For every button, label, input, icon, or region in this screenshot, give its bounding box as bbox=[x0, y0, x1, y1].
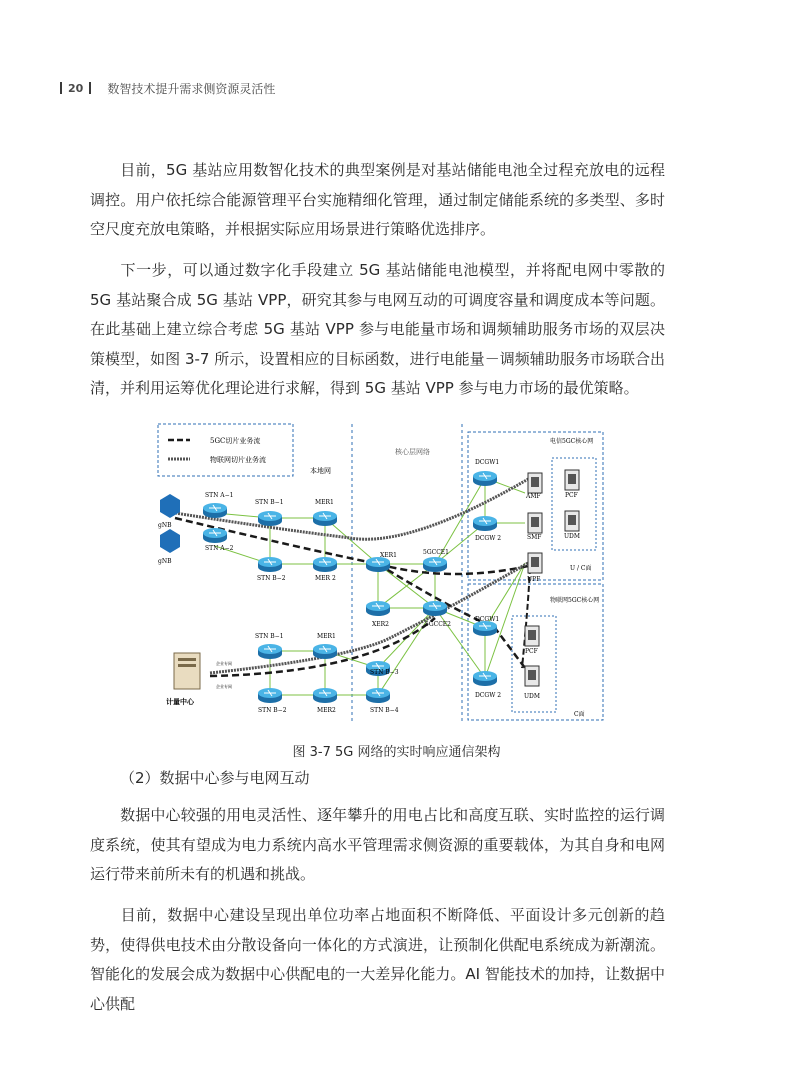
body-paragraph: 下一步，可以通过数字化手段建立 5G 基站储能电池模型，并将配电网中零散的 5G 基站聚合成 5G 基站 VPP，研究其参与电网互动的可调度容量和调度成本等问题。在此基础上建立综合考虑 5G 基站 VPP 参与电能量市场和调频辅助服务市场的双层决策模型，如图 3-7 所示，设置相应的目标函数，进行电能量－调频辅助服务市场联合出清，并利用运筹优化理论进行求解，得到 5G 基站 VPP 参与电力市场的最优策略。 bbox=[90, 261, 665, 397]
server-label: UDM bbox=[524, 693, 541, 700]
metering-center-label: 计量中心 bbox=[166, 697, 194, 706]
router-label: DCGW 2 bbox=[475, 692, 502, 699]
core-layer-label: 核心层网络 bbox=[395, 448, 430, 456]
router-icon bbox=[203, 528, 227, 543]
router-icon bbox=[313, 511, 337, 526]
router-label: MER1 bbox=[317, 633, 336, 640]
legend-5gc-label: 5GC切片业务流 bbox=[210, 437, 261, 445]
router-icon bbox=[258, 511, 282, 526]
router-label: STN A−2 bbox=[205, 545, 234, 552]
page-number: 20 bbox=[68, 81, 84, 95]
router-label: 5GCCE1 bbox=[423, 549, 449, 556]
router-label: MER2 bbox=[317, 707, 336, 714]
router-icon bbox=[313, 557, 337, 572]
server-icon bbox=[528, 513, 542, 533]
gnb-icon bbox=[160, 529, 180, 553]
gnb-icon bbox=[160, 494, 180, 518]
router-label: STN B−1 bbox=[255, 633, 284, 640]
router-label: STN B−1 bbox=[255, 499, 284, 506]
router-label: MER 2 bbox=[315, 575, 336, 582]
server-icon bbox=[565, 470, 579, 490]
body-paragraph: 目前，5G 基站应用数智化技术的典型案例是对基站储能电池全过程充放电的远程调控。用户依托综合能源管理平台实施精细化管理，通过制定储能系统的多类型、多时空尺度充放电策略，并根据实际应用场景进行策略优选排序。 bbox=[90, 161, 665, 238]
router-icon bbox=[258, 688, 282, 703]
gnb-label: gNB bbox=[158, 522, 172, 529]
router-label: STN B−2 bbox=[258, 707, 287, 714]
network-architecture-figure bbox=[150, 418, 620, 728]
metering-center-icon bbox=[174, 653, 200, 689]
router-label: DCGW 2 bbox=[475, 535, 502, 542]
telecom-core-label: 电信5GC核心网 bbox=[550, 438, 594, 445]
router-label: XER1 bbox=[380, 552, 397, 559]
router-icon bbox=[366, 688, 390, 703]
iot-core-label: 物联网5GC核心网 bbox=[550, 597, 600, 604]
router-label: 5GCCE2 bbox=[425, 621, 451, 628]
local-network-label: 本地网 bbox=[310, 467, 331, 475]
router-icon bbox=[473, 471, 497, 486]
router-icon bbox=[258, 644, 282, 659]
header-divider bbox=[60, 82, 62, 94]
router-label: MER1 bbox=[315, 499, 334, 506]
router-label: STN A−1 bbox=[205, 492, 234, 499]
body-paragraph: 数据中心较强的用电灵活性、逐年攀升的用电占比和高度互联、实时监控的运行调度系统，使其有望成为电力系统内高水平管理需求侧资源的重要载体，为其自身和电网运行带来前所未有的机遇和挑战。 bbox=[90, 806, 665, 883]
server-icon bbox=[525, 626, 539, 646]
router-icon bbox=[258, 557, 282, 572]
server-label: UDM bbox=[564, 533, 581, 540]
server-label: PCF bbox=[525, 648, 538, 655]
gnb-label: gNB bbox=[158, 558, 172, 565]
router-icon bbox=[366, 601, 390, 616]
running-title: 数智技术提升需求侧资源灵活性 bbox=[107, 81, 276, 96]
dedicated-line-label: 企业专网 bbox=[216, 661, 232, 666]
header-divider bbox=[89, 82, 91, 94]
server-icon bbox=[565, 511, 579, 531]
router-label: DCGW1 bbox=[475, 616, 500, 623]
router-icon bbox=[423, 601, 447, 616]
legend-box bbox=[158, 424, 293, 476]
router-label: DCGW1 bbox=[475, 459, 500, 466]
router-icon bbox=[366, 557, 390, 572]
router-label: STN B−3 bbox=[370, 669, 399, 676]
router-label: STN B−2 bbox=[257, 575, 286, 582]
router-icon bbox=[423, 557, 447, 572]
router-icon bbox=[313, 644, 337, 659]
router-icon bbox=[473, 671, 497, 686]
router-icon bbox=[473, 621, 497, 636]
server-icon bbox=[528, 473, 542, 493]
c-plane-label: C面 bbox=[574, 711, 585, 718]
running-header bbox=[60, 78, 275, 98]
router-icon bbox=[313, 688, 337, 703]
uc-plane-label: U / C面 bbox=[570, 565, 592, 572]
router-label: STN B−4 bbox=[370, 707, 399, 714]
server-icon bbox=[528, 553, 542, 573]
legend-iot-label: 物联网切片业务流 bbox=[210, 456, 266, 464]
dedicated-line-label: 企业专网 bbox=[216, 684, 232, 689]
server-label: PCF bbox=[565, 492, 578, 499]
server-label: UPF bbox=[527, 576, 541, 583]
figure-caption: 图 3-7 5G 网络的实时响应通信架构 bbox=[292, 745, 501, 760]
server-label: SMF bbox=[527, 534, 542, 541]
server-icon bbox=[525, 666, 539, 686]
section-subheading: （2）数据中心参与电网互动 bbox=[120, 769, 310, 787]
router-icon bbox=[203, 503, 227, 518]
router-icon bbox=[473, 516, 497, 531]
router-label: XER2 bbox=[372, 621, 389, 628]
server-label: AMF bbox=[526, 493, 541, 500]
body-paragraph: 目前，数据中心建设呈现出单位功率占地面积不断降低、平面设计多元创新的趋势，使得供电技术由分散设备向一体化的方式演进，让预制化供配电系统成为新潮流。智能化的发展会成为数据中心供配电的一大差异化能力。AI 智能技术的加持，让数据中心供配 bbox=[90, 906, 665, 1013]
